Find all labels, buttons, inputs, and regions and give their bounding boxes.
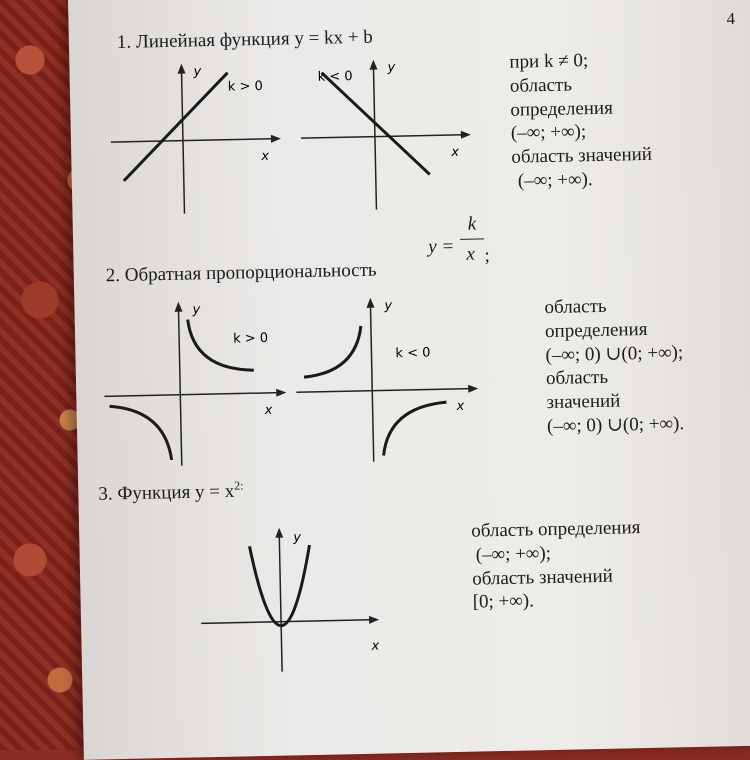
x-axis — [301, 135, 469, 139]
section-3-heading-text: 3. Функция y = x — [98, 480, 235, 505]
axis-y-label: y — [193, 64, 202, 80]
y-axis-arrow-icon — [174, 302, 182, 312]
axis-x-label: x — [261, 148, 270, 164]
note-line: при k ≠ 0; — [509, 50, 589, 73]
section-3-heading — [98, 478, 244, 506]
k-label: k > 0 — [227, 78, 263, 95]
hyperbola-graph-positive — [102, 297, 296, 476]
x-axis-arrow-icon — [271, 135, 281, 143]
section-2-notes — [544, 293, 685, 438]
y-axis — [279, 532, 282, 672]
note-line: область значений — [511, 143, 653, 168]
function-line — [122, 73, 230, 181]
note-line: область значений — [471, 565, 614, 590]
y-axis-arrow-icon — [366, 298, 374, 308]
axis-x-label: x — [371, 638, 380, 654]
section-3-notes — [471, 516, 642, 615]
formula-numerator: k — [467, 213, 477, 235]
k-label: k < 0 — [395, 345, 431, 362]
section-2-heading: 2. Обратная пропорциональность — [105, 259, 377, 287]
x-axis — [296, 389, 476, 393]
formula-lhs: y = — [428, 235, 455, 258]
x-axis-arrow-icon — [468, 384, 478, 392]
axis-x-label: x — [456, 398, 465, 414]
note-line: определения — [510, 97, 614, 121]
note-line: (–∞; +∞); — [510, 121, 587, 145]
axis-y-label: y — [384, 298, 393, 314]
axis-y-label: y — [192, 302, 201, 318]
y-axis-arrow-icon — [369, 60, 377, 70]
hyperbola-branch — [110, 405, 172, 461]
hyperbola-graph-negative — [294, 293, 488, 472]
hyperbola-branch — [303, 326, 362, 377]
k-label: k < 0 — [317, 69, 353, 85]
k-label: k > 0 — [232, 330, 269, 347]
linear-graph-negative — [299, 55, 482, 222]
x-axis-arrow-icon — [369, 616, 379, 624]
note-line: область — [509, 74, 573, 97]
y-axis-arrow-icon — [275, 528, 283, 538]
textbook-page — [68, 0, 750, 760]
fraction-bar — [460, 238, 484, 240]
note-line: область — [545, 367, 609, 390]
note-line: (–∞; +∞); — [475, 542, 552, 566]
x-axis — [104, 393, 284, 397]
axis-y-label: y — [293, 530, 302, 546]
x-axis-arrow-icon — [276, 389, 286, 397]
note-line: (–∞; 0) ∪(0; +∞). — [546, 412, 685, 437]
note-line: (–∞; 0) ∪(0; +∞); — [545, 341, 684, 366]
axis-x-label: x — [451, 144, 460, 161]
note-line: область определения — [470, 517, 641, 542]
linear-graph-positive — [109, 59, 292, 226]
formula-tail: ; — [484, 245, 490, 267]
section-1-heading: 1. Линейная функция y = kx + b — [116, 26, 373, 53]
axis-x-label: x — [264, 402, 273, 418]
y-axis-arrow-icon — [177, 64, 185, 74]
formula-denominator: x — [466, 243, 476, 265]
note-line: значений — [546, 390, 621, 414]
note-line: [0; +∞). — [472, 590, 535, 613]
x-axis-arrow-icon — [461, 131, 471, 139]
axis-y-label: y — [387, 60, 396, 76]
x-axis — [111, 139, 279, 143]
section-3-heading-sup: 2: — [234, 478, 244, 493]
y-axis — [370, 302, 373, 462]
y-axis — [178, 306, 181, 466]
note-line: (–∞; +∞). — [517, 168, 593, 192]
parabola-graph — [199, 523, 402, 682]
hyperbola-branch — [383, 402, 448, 455]
note-line: определения — [544, 318, 648, 342]
note-line: область — [544, 295, 607, 319]
section-1-notes — [509, 48, 653, 193]
page-number: 4 — [726, 9, 736, 29]
